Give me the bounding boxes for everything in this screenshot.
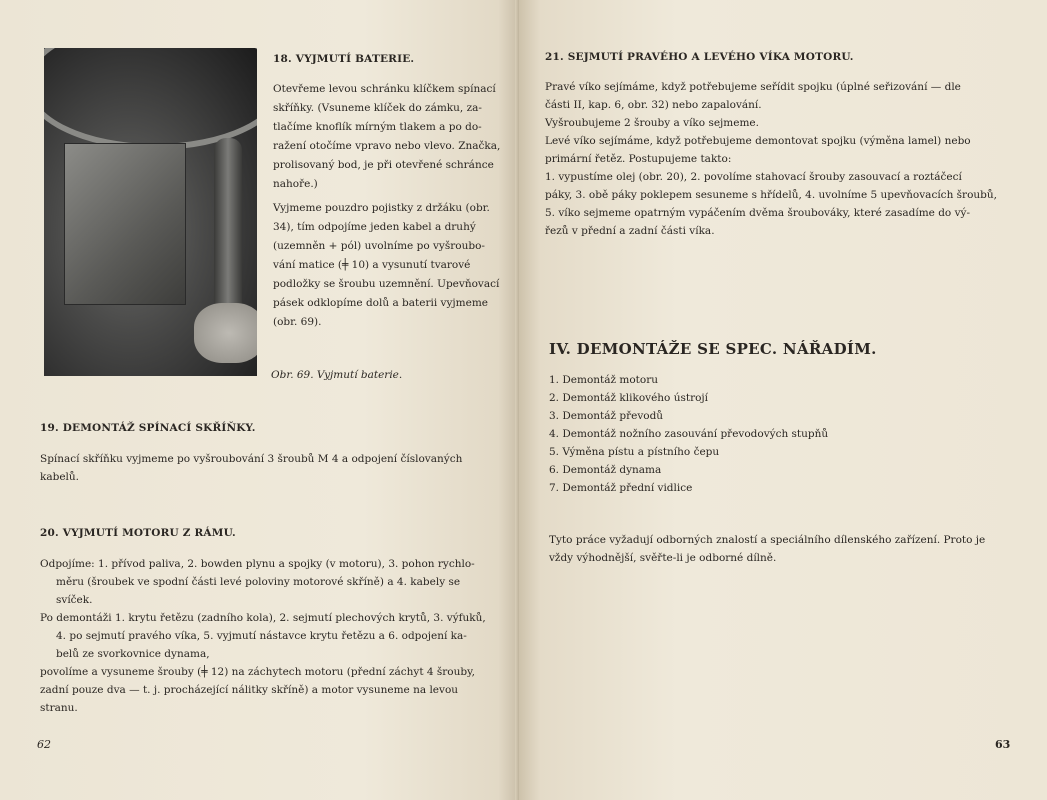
- chapter-note-line: Tyto práce vyžadují odborných znalostí a speciálního dílenského zařízení. Proto je: [549, 534, 986, 546]
- figure-caption: Obr. 69. Vyjmutí baterie.: [271, 369, 403, 381]
- section-20-line: belů ze svorkovnice dynama,: [56, 648, 210, 660]
- section-20-line: svíček.: [56, 594, 93, 606]
- section-18-line: Vyjmeme pouzdro pojistky z držáku (obr.: [273, 202, 490, 214]
- section-21-line: Pravé víko sejímáme, když potřebujeme seřídit spojku (úplné seřizování — dle: [545, 81, 961, 93]
- chapter-list-item: 2. Demontáž klikového ústrojí: [549, 392, 709, 404]
- chapter-list-item: 5. Výměna pístu a pístního čepu: [549, 446, 720, 458]
- section-18-line: nahoře.): [273, 178, 318, 190]
- chapter-list-item: 3. Demontáž převodů: [549, 410, 664, 422]
- section-21-line: 5. víko sejmeme opatrným vypáčením dvěma šroubováky, které zasadíme do vý-: [545, 207, 970, 219]
- page-number: 63: [995, 738, 1011, 751]
- section-18-line: podložky se šroubu uzemnění. Upevňovací: [273, 278, 500, 290]
- section-18-line: (uzemněn + pól) uvolníme po vyšroubo-: [273, 240, 485, 252]
- section-18-line: pásek odklopíme dolů a baterii vyjmeme: [273, 297, 489, 309]
- section-18-line: 34), tím odpojíme jeden kabel a druhý: [273, 221, 476, 233]
- section-21-line: části II, kap. 6, obr. 32) nebo zapalování.: [545, 99, 762, 111]
- section-21-line: Levé víko sejímáme, když potřebujeme demontovat spojku (výměna lamel) nebo: [545, 135, 971, 147]
- section-20-line: stranu.: [40, 702, 78, 714]
- section-18-heading: 18. VYJMUTÍ BATERIE.: [273, 53, 415, 65]
- left-page: [0, 0, 519, 800]
- section-20-heading: 20. VYJMUTÍ MOTORU Z RÁMU.: [40, 527, 236, 539]
- section-19-line: kabelů.: [40, 471, 80, 483]
- battery-removal-photo: [44, 48, 257, 376]
- section-18-line: vání matice (╪ 10) a vysunutí tvarové: [273, 259, 471, 271]
- section-21-line: Vyšroubujeme 2 šrouby a víko sejmeme.: [545, 117, 759, 129]
- section-18-line: tlačíme knoflík mírným tlakem a po do-: [273, 121, 482, 133]
- section-18-line: prolisovaný bod, je při otevřené schránce: [273, 159, 494, 171]
- section-18-line: skříňky. (Vsuneme klíček do zámku, za-: [273, 102, 482, 114]
- section-20-line: 4. po sejmutí pravého víka, 5. vyjmutí nástavce krytu řetězu a 6. odpojení ka-: [56, 630, 467, 642]
- section-19-heading: 19. DEMONTÁŽ SPÍNACÍ SKŘÍŇKY.: [40, 422, 256, 434]
- section-21-heading: 21. SEJMUTÍ PRAVÉHO A LEVÉHO VÍKA MOTORU.: [545, 51, 854, 63]
- page-number: 62: [37, 738, 51, 751]
- chapter-list-item: 6. Demontáž dynama: [549, 464, 662, 476]
- section-20-line: měru (šroubek ve spodní části levé poloviny motorové skříně) a 4. kabely se: [56, 576, 461, 588]
- section-20-line: zadní pouze dva — t. j. procházející nálitky skříně) a motor vysuneme na levou: [40, 684, 459, 696]
- section-18-line: (obr. 69).: [273, 316, 322, 328]
- chapter-note-line: vždy výhodnější, svěřte-li je odborné dílně.: [549, 552, 777, 564]
- section-21-line: 1. vypustíme olej (obr. 20), 2. povolíme stahovací šrouby zasouvací a roztáčecí: [545, 171, 962, 183]
- section-18-line: Otevřeme levou schránku klíčkem spínací: [273, 83, 496, 95]
- section-20-line: povolíme a vysuneme šrouby (╪ 12) na záchytech motoru (přední záchyt 4 šrouby,: [40, 666, 475, 678]
- section-18-line: ražení otočíme vpravo nebo vlevo. Značka,: [273, 140, 501, 152]
- section-21-line: primární řetěz. Postupujeme takto:: [545, 153, 732, 165]
- section-20-line: Odpojíme: 1. přívod paliva, 2. bowden plynu a spojky (v motoru), 3. pohon rychlo-: [40, 558, 475, 570]
- right-page: [519, 0, 1047, 800]
- section-20-line: Po demontáži 1. krytu řetězu (zadního kola), 2. sejmutí plechových krytů, 3. výfuků,: [40, 612, 486, 624]
- chapter-list-item: 1. Demontáž motoru: [549, 374, 658, 386]
- section-21-line: páky, 3. obě páky poklepem sesuneme s hřídelů, 4. uvolníme 5 upevňovacích šroubů,: [545, 189, 997, 201]
- chapter-list-item: 7. Demontáž přední vidlice: [549, 482, 693, 494]
- chapter-list-item: 4. Demontáž nožního zasouvání převodových stupňů: [549, 428, 829, 440]
- chapter-heading: IV. DEMONTÁŽE SE SPEC. NÁŘADÍM.: [549, 340, 877, 358]
- section-21-line: řezů v přední a zadní části víka.: [545, 225, 715, 237]
- section-19-line: Spínací skříňku vyjmeme po vyšroubování 3 šroubů M 4 a odpojení číslovaných: [40, 453, 463, 465]
